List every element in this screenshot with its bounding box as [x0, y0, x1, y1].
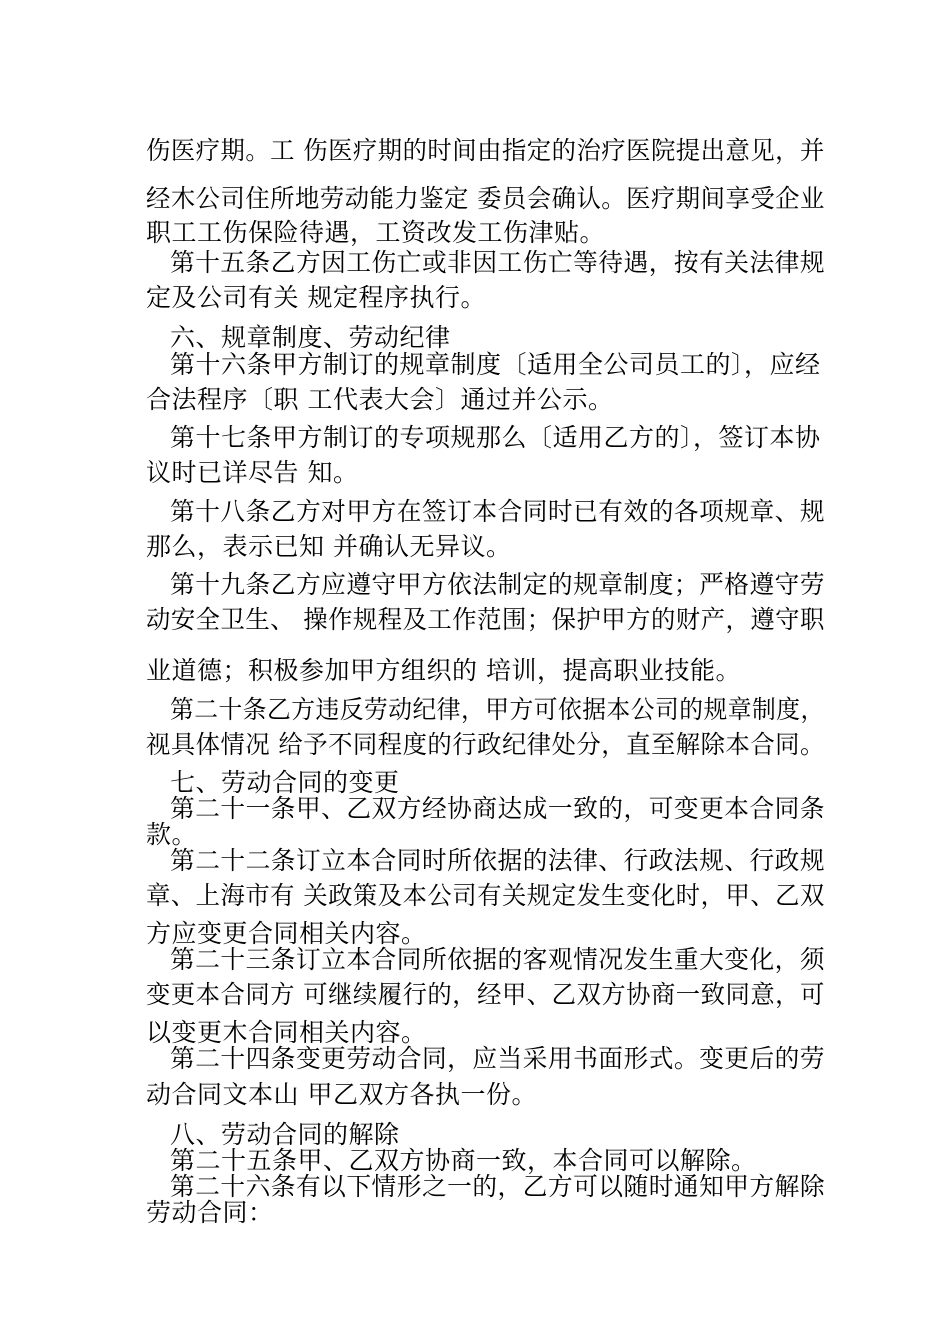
section-heading: 八、劳动合同的解除 — [170, 1120, 400, 1149]
text-line: 第二十条乙方违反劳动纪律，甲方可依据本公司的规章制度， — [170, 695, 825, 724]
text-line: 业道德；积极参加甲方组织的 培训，提高职业技能。 — [146, 656, 741, 685]
text-line: 合法程序〔职 工代表大会〕通过并公示。 — [146, 385, 614, 414]
text-line: 以变更木合同相关内容。 — [146, 1018, 427, 1047]
text-line: 动安全卫生、 操作规程及工作范围；保护甲方的财产，遵守职 — [146, 605, 825, 634]
text-line: 第十七条甲方制订的专项规那么〔适用乙方的〕，签订本协 — [170, 423, 821, 452]
text-line: 职工工伤保险待遇，工资改发工伤津贴。 — [146, 218, 606, 247]
text-line: 第二十五条甲、乙双方协商一致，本合同可以解除。 — [170, 1146, 757, 1175]
text-line: 款。 — [146, 820, 198, 849]
text-line: 那么，表示已知 并确认无异议。 — [146, 532, 512, 561]
section-heading: 六、规章制度、劳动纪律 — [170, 323, 451, 352]
text-line: 第二十六条有以下情形之一的，乙方可以随时通知甲方解除 — [170, 1172, 826, 1201]
section-heading: 七、劳动合同的变更 — [170, 768, 400, 797]
text-line: 动合同文本山 甲乙双方各执一份。 — [146, 1080, 537, 1109]
text-line: 方应变更合同相关内容。 — [146, 919, 427, 948]
text-line: 伤医疗期。工 伤医疗期的时间由指定的治疗医院提出意见，并 — [146, 136, 825, 165]
text-line: 第二十一条甲、乙双方经协商达成一致的，可变更本合同条 — [170, 794, 826, 823]
text-line: 定及公司有关 规定程序执行。 — [146, 283, 486, 312]
text-line: 视具体情况 给予不同程度的行政纪律处分，直至解除本合同。 — [146, 730, 825, 759]
text-line: 议时已详尽告 知。 — [146, 458, 359, 487]
text-line: 第十八条乙方对甲方在签订本合同时已有效的各项规章、规 — [170, 497, 826, 526]
text-line: 第二十二条订立本合同时所依据的法律、行政法规、行政规 — [170, 846, 826, 875]
text-line: 变更本合同方 可继续履行的，经甲、乙双方协商一致同意，可 — [146, 980, 825, 1009]
text-line: 第十六条甲方制订的规章制度〔适用全公司员工的〕，应经 — [170, 350, 821, 379]
text-line: 第十五条乙方因工伤亡或非因工伤亡等待遇，按有关法律规 — [170, 248, 826, 277]
text-line: 劳动合同： — [146, 1198, 274, 1227]
text-line: 第二十四条变更劳动合同，应当采用书面形式。变更后的劳 — [170, 1044, 826, 1073]
text-line: 经木公司住所地劳动能力鉴定 委员会确认。医疗期间享受企业 — [146, 184, 825, 213]
text-line: 第二十三条订立本合同所依据的客观情况发生重大变化，须 — [170, 945, 826, 974]
text-line: 章、上海市有 关政策及本公司有关规定发生变化时，甲、乙双 — [146, 881, 825, 910]
text-line: 第十九条乙方应遵守甲方依法制定的规章制度；严格遵守劳 — [170, 570, 826, 599]
